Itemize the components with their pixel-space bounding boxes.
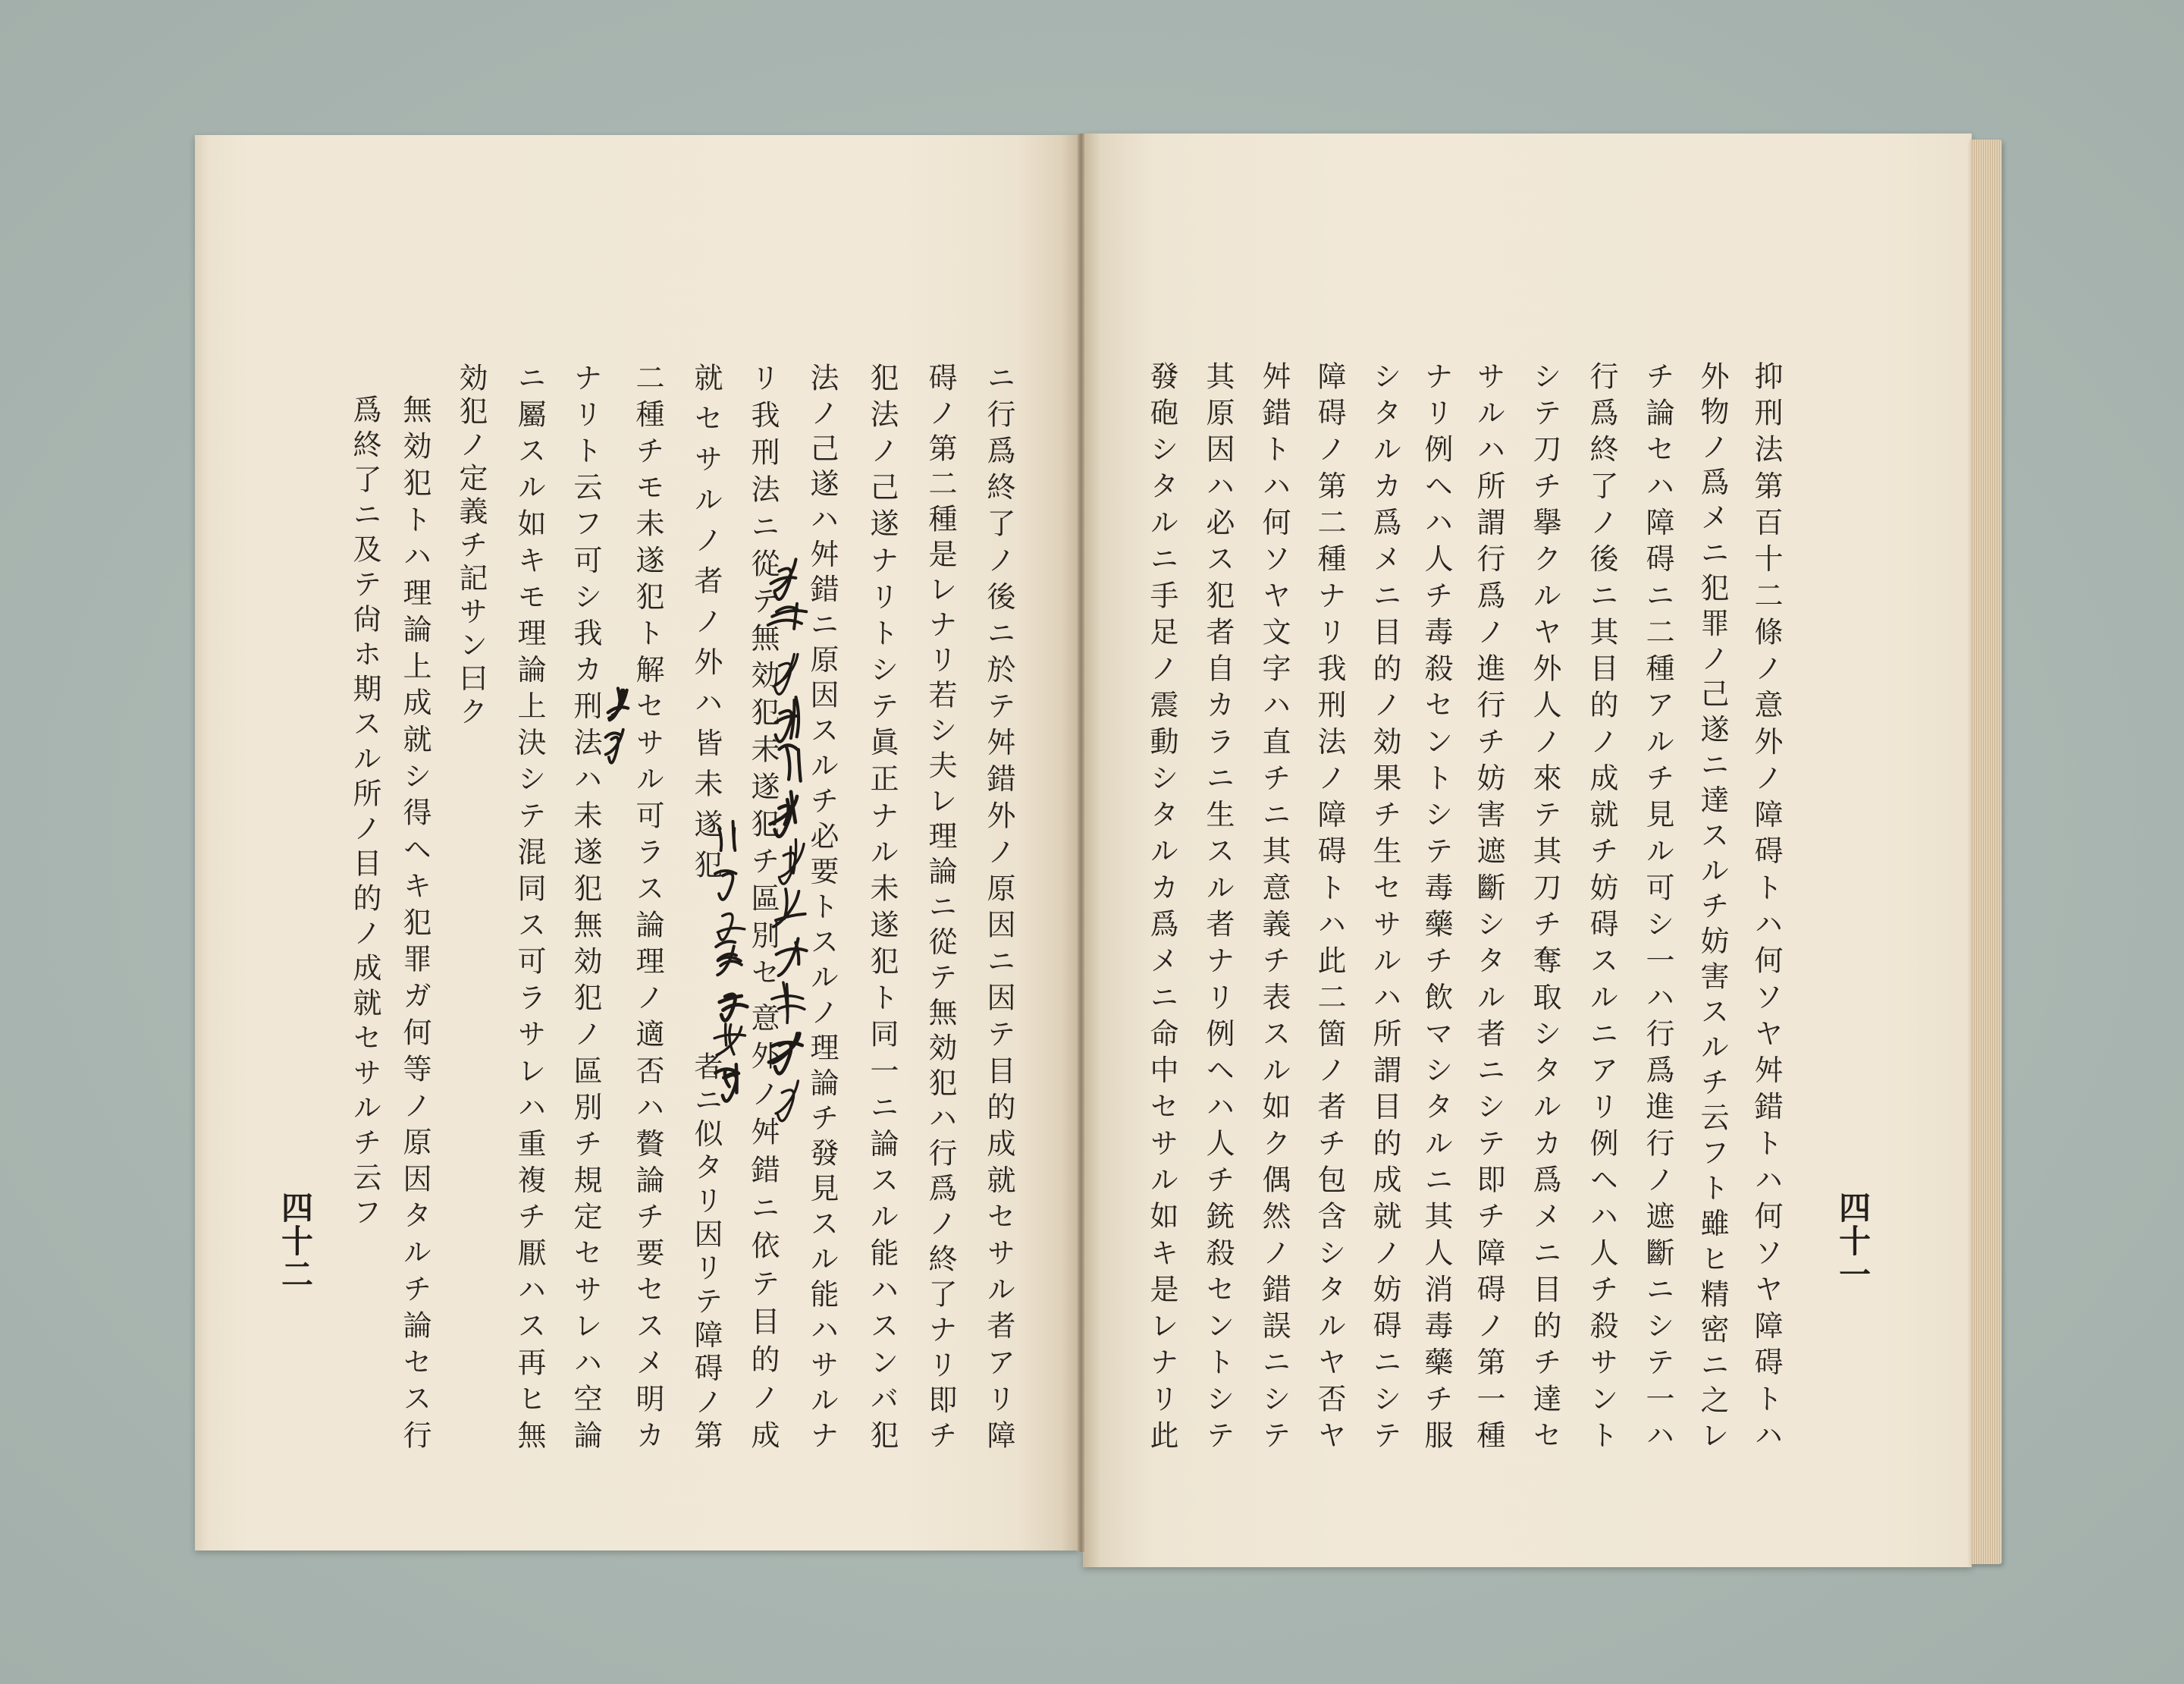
text-column: ニ屬スル如キモ理論上決シテ混同ス可ラサレハ重複チ厭ハス再ヒ無 <box>513 363 546 1449</box>
text-column: 爲終了ニ及テ尙ホ期スル所ノ目的ノ成就セサルチ云フ <box>348 394 381 1226</box>
page-edges <box>1970 140 2002 1564</box>
text-column: チ論セハ障碍ニ二種アルチ見ル可シ一ハ行爲進行ノ遮斷ニシテ一ハ <box>1641 361 1674 1449</box>
book-gutter <box>1078 134 1084 1552</box>
text-column: ナリト云フ可シ我カ刑法ハ未遂犯無効犯ノ區別チ規定セサレハ空論 <box>569 363 602 1449</box>
text-column: 舛錯トハ何ソヤ文字ハ直チニ其意義チ表スル如ク偶然ノ錯誤ニシテ <box>1257 361 1291 1449</box>
page-number: 四十二 <box>277 1191 314 1291</box>
text-column: 抑刑法第百十二條ノ意外ノ障碍トハ何ソヤ舛錯トハ何ソヤ障碍トハ <box>1749 361 1783 1449</box>
text-column: 無効犯トハ理論上成就シ得ヘキ犯罪ガ何等ノ原因タルチ論セス行 <box>398 394 431 1449</box>
text-column-lower: 者ニ似タリ因リテ障碍ノ第 <box>689 1051 723 1449</box>
text-column: 碍ノ第二種是レナリ若シ夫レ理論ニ從テ無効犯ハ行爲ノ終了ナリ即チ <box>924 363 957 1449</box>
text-column: ニ行爲終了ノ後ニ於テ舛錯外ノ原因ニ因テ目的成就セサル者アリ障 <box>982 363 1015 1449</box>
page-number: 四十一 <box>1834 1191 1872 1291</box>
text-column-upper: 就セサルノ者ノ外ハ皆未遂犯 <box>689 363 723 878</box>
text-column: 二種チモ未遂犯ト解セサル可ラス論理ノ適否ハ贅論チ要セスメ明カ <box>631 363 664 1449</box>
text-column: 發砲シタルニ手足ノ震動シタルカ爲メニ命中セサル如キ是レナリ此 <box>1145 361 1178 1449</box>
text-column: 効犯ノ定義チ記サン曰ク <box>454 363 488 730</box>
text-column: サルハ所謂行爲ノ進行チ妨害遮斷シタル者ニシテ即チ障碍ノ第一種 <box>1472 361 1505 1449</box>
text-column: 外物ノ爲メニ犯罪ノ己遂ニ達スルチ妨害スルチ云フト雖ヒ精密ニ之レ <box>1696 361 1729 1449</box>
text-column: 障碍ノ第二種ナリ我刑法ノ障碍トハ此二箇ノ者チ包含シタルヤ否ヤ <box>1313 361 1346 1449</box>
text-column: 法ノ己遂ハ舛錯ニ原因スルチ必要トスルノ理論チ發見スル能ハサルナ <box>805 363 839 1449</box>
text-column-lower: 意外ノ舛錯ニ依テ目的ノ成 <box>746 1003 780 1449</box>
text-column: 犯法ノ己遂ナリトシテ眞正ナル未遂犯ト同一ニ論スル能ハスンバ犯 <box>865 363 899 1449</box>
text-column: シタルカ爲メニ目的ノ効果チ生セサルハ所謂目的成就ノ妨碍ニシテ <box>1368 361 1401 1449</box>
text-column: 其原因ハ必ス犯者自カラニ生スル者ナリ例ヘハ人チ銃殺セントシテ <box>1201 361 1235 1449</box>
text-column-upper: リ我刑法ニ從テ無効犯未遂犯チ區別セ <box>746 363 780 986</box>
text-column: シテ刀チ擧クルヤ外人ノ來テ其刀チ奪取シタルカ爲メニ目的チ達セ <box>1528 361 1561 1449</box>
text-column: 行爲終了ノ後ニ其目的ノ成就チ妨碍スルニアリ例ヘハ人チ殺サント <box>1585 361 1618 1449</box>
text-column: ナリ例ヘハ人チ毒殺セントシテ毒藥チ飲マシタルニ其人消毒藥チ服 <box>1420 361 1453 1449</box>
